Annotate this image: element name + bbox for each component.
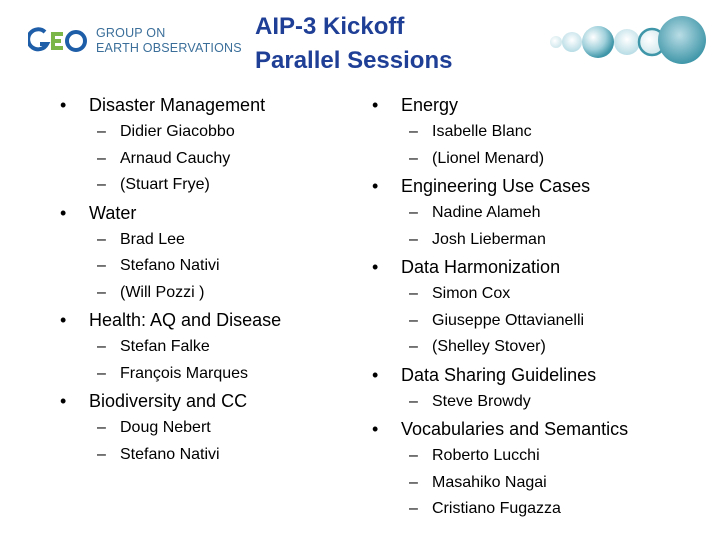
section-title [372,416,717,443]
list-item [60,361,360,388]
section-title [372,92,717,119]
dash-icon: – [97,419,106,436]
dash-icon: – [409,447,418,464]
section-title-text: Data Harmonization [401,257,561,277]
list-item [60,442,360,469]
list-item-text: Doug Nebert [120,419,211,436]
list-item [372,119,717,146]
list-item-text: Roberto Lucchi [432,447,540,464]
dash-icon: – [97,364,106,382]
dash-icon: – [97,445,106,463]
section-title-text: Engineering Use Cases [401,176,591,196]
item-list [60,227,360,307]
list-item-text: (Shelley Stover) [432,338,546,355]
dash-icon: – [97,338,106,355]
list-item [372,389,717,416]
list-item-text: (Lionel Menard) [432,149,545,167]
list-item [372,281,717,308]
list-item-text: Nadine Alameh [432,204,541,221]
section [60,200,360,307]
logo-line-2: EARTH OBSERVATIONS [96,41,242,55]
bullet-icon: • [372,257,379,277]
list-item-text: (Will Pozzi ) [120,283,205,301]
list-item-text: Giuseppe Ottavianelli [432,311,585,329]
left-column [60,92,360,468]
section [60,388,360,468]
list-item-text: François Marques [120,364,249,382]
list-item-text: (Stuart Frye) [120,176,210,193]
section-title-text: Energy [401,95,459,115]
page-title [255,10,452,78]
list-item [372,334,717,361]
list-item [60,253,360,280]
section-title [372,173,717,200]
decorative-circles [546,8,708,77]
circles-graphic [546,8,708,72]
item-list [60,119,360,199]
dash-icon: – [409,285,418,302]
dash-icon: – [409,149,418,167]
list-item [60,119,360,146]
dash-icon: – [97,176,106,193]
section [60,307,360,387]
dash-icon: – [409,230,418,248]
dash-icon: – [97,257,106,274]
title-line-1: AIP-3 Kickoff [255,13,405,40]
bullet-icon: • [60,202,67,223]
item-list [372,281,717,361]
list-item [372,470,717,497]
item-list [372,443,717,523]
right-column [372,92,717,523]
logo-line-1: GROUP ON [96,26,166,40]
section-title [60,92,360,119]
dash-icon: – [409,204,418,221]
dash-icon: – [409,473,418,491]
bullet-icon: • [60,95,67,115]
dash-icon: – [97,123,106,140]
dash-icon: – [97,230,106,248]
list-item-text: Stefano Nativi [120,445,220,463]
dash-icon: – [409,338,418,355]
list-item-text: Steve Browdy [432,392,531,410]
section-title-text: Data Sharing Guidelines [401,364,597,385]
section [372,254,717,361]
section [372,362,717,416]
section-title [60,388,360,415]
bullet-icon: • [372,176,379,196]
list-item [60,415,360,442]
item-list [372,200,717,253]
list-item-text: Stefan Falke [120,338,210,355]
list-item [372,308,717,335]
section-title-text: Health: AQ and Disease [89,310,282,330]
geo-logo-icon [28,24,90,58]
section-title [372,362,717,389]
list-item-text: Brad Lee [120,230,185,248]
dash-icon: – [409,311,418,329]
bullet-icon: • [372,419,379,439]
dash-icon: – [409,123,418,140]
bullet-icon: • [60,391,67,411]
section [372,173,717,253]
list-item-text: Cristiano Fugazza [432,500,561,517]
list-item-text: Josh Lieberman [432,230,546,248]
section-title-text: Biodiversity and CC [89,391,248,411]
list-item [60,172,360,199]
list-item [60,280,360,307]
list-item-text: Simon Cox [432,285,511,302]
section-title [372,254,717,281]
list-item-text: Arnaud Cauchy [120,149,231,167]
section-title-text: Disaster Management [89,95,266,115]
list-item [372,496,717,523]
list-item [372,200,717,227]
list-item [372,146,717,173]
section [372,416,717,523]
list-item [60,334,360,361]
bullet-icon: • [372,364,379,385]
dash-icon: – [409,392,418,410]
section [372,92,717,172]
list-item-text: Isabelle Blanc [432,123,532,140]
list-item [60,146,360,173]
section [60,92,360,199]
list-item [60,227,360,254]
list-item-text: Stefano Nativi [120,257,220,274]
title-line-2: Parallel Sessions [255,47,453,74]
geo-logo [28,24,242,58]
section-title [60,200,360,227]
item-list [60,334,360,387]
dash-icon: – [409,500,418,517]
bullet-icon: • [60,310,67,330]
dash-icon: – [97,149,106,167]
list-item [372,443,717,470]
dash-icon: – [97,283,106,301]
list-item-text: Didier Giacobbo [120,123,235,140]
section-title-text: Water [89,202,137,223]
section-title-text: Vocabularies and Semantics [401,419,629,439]
bullet-icon: • [372,95,379,115]
list-item [372,227,717,254]
item-list [60,415,360,468]
item-list [372,119,717,172]
section-title [60,307,360,334]
item-list [372,389,717,416]
list-item-text: Masahiko Nagai [432,473,547,491]
